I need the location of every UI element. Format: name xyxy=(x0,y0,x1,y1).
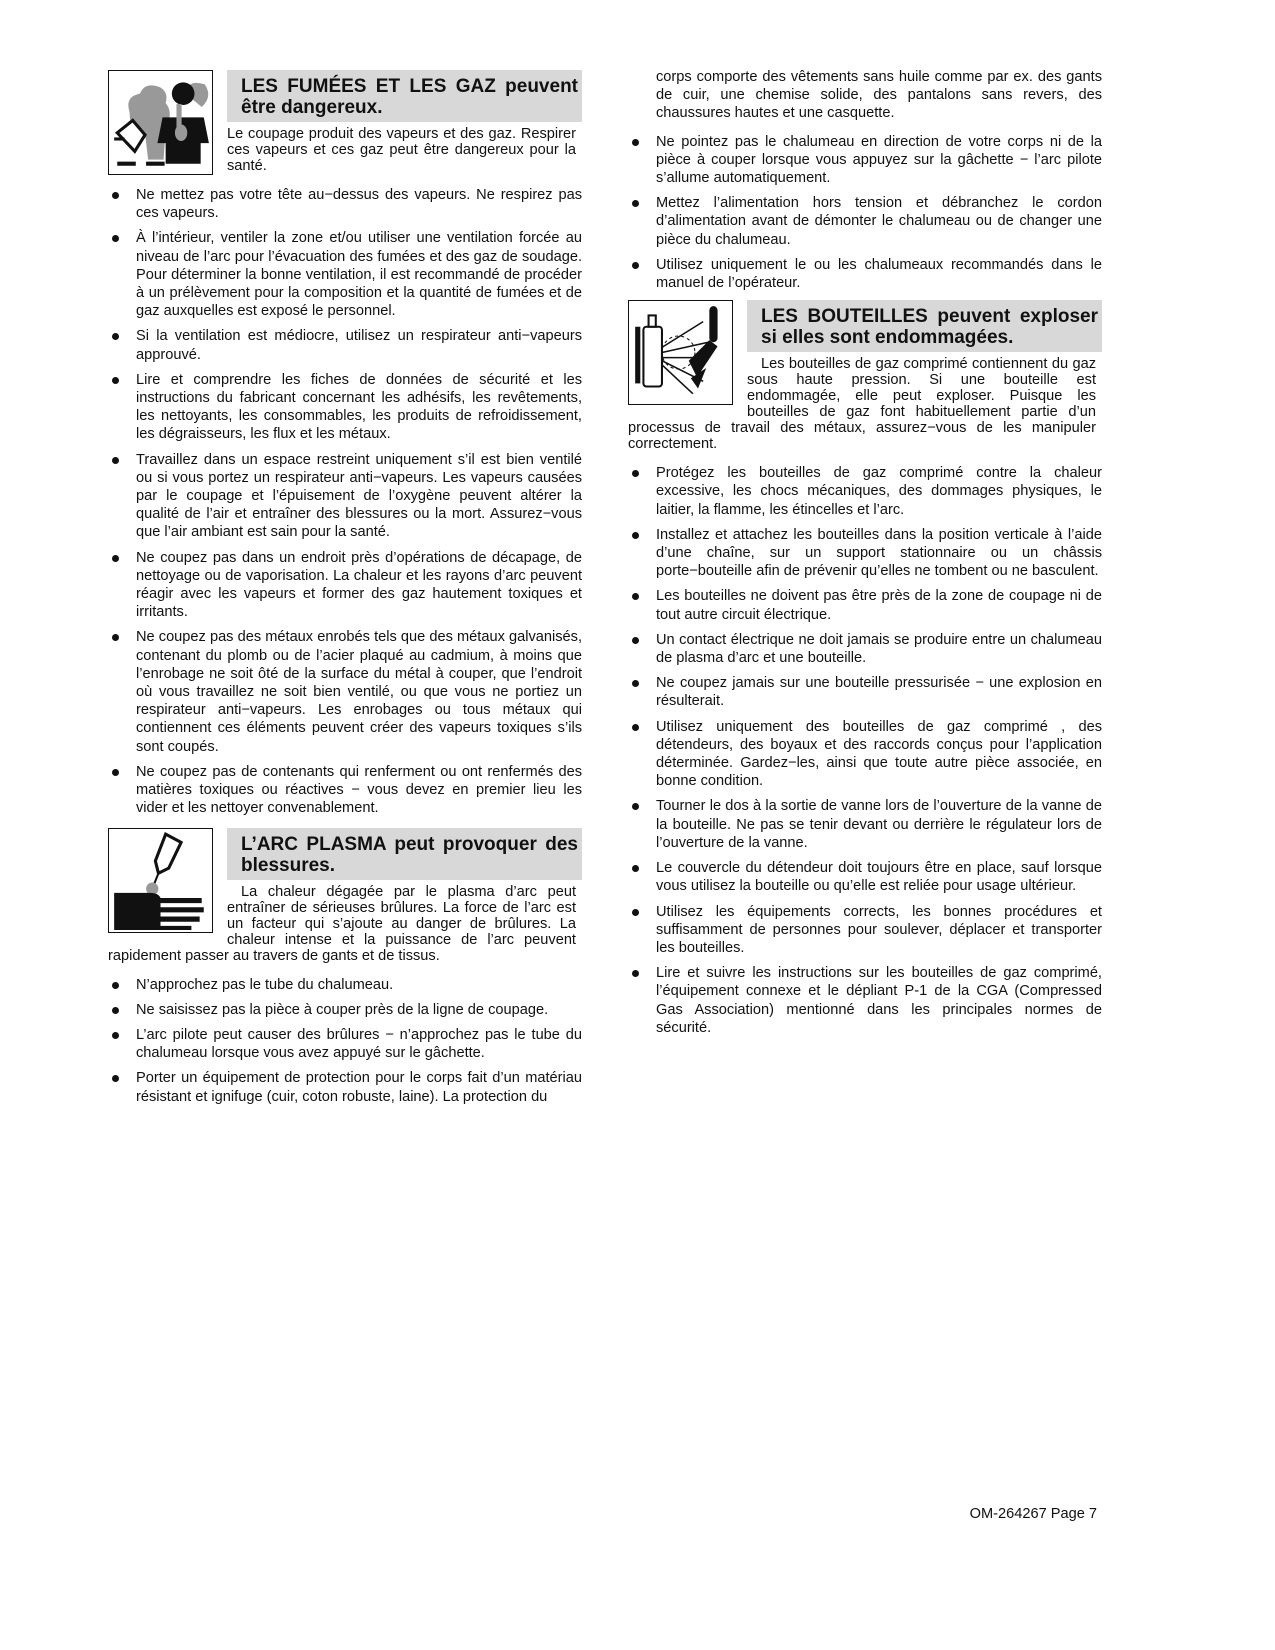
list-item xyxy=(108,1001,582,1019)
list-item-text: Si la ventilation est médiocre, utilisez un respirateur anti−vapeurs approuvé. xyxy=(136,328,582,363)
cylinders-section xyxy=(628,300,1102,1037)
list-item-text: Lire et suivre les instructions sur les bouteilles de gaz comprimé, l’équipement connexe et le dépliant P-1 de la CGA (Compressed Gas Association) mentionné dans les principales normes de sécurité. xyxy=(656,965,1102,1036)
list-item-text: Ne mettez pas votre tête au−dessus des vapeurs. Ne respirez pas ces vapeurs. xyxy=(136,187,582,222)
list-item-text: Travaillez dans un espace restreint uniquement s’il est bien ventilé ou si vous portez un respirateur anti−vapeurs. Les vapeurs causées par le coupage et l’épuisement de l’oxygène peuvent altérer la qualité de l’air et entraîner des blessures ou la mort. Assurez−vous que l’air ambiant est sain pour la santé. xyxy=(136,451,582,541)
list-item-text: Tourner le dos à la sortie de vanne lors de l’ouverture de la vanne de la bouteille. Ne pas se tenir devant ou derrière le régulateur lors de l’ouverture de la vanne. xyxy=(656,798,1102,851)
cylinders-intro-text: Les bouteilles de gaz comprimé contiennent du gaz sous haute pression. Si une bouteille est endommagée, elle peut exploser. Puisque les bouteilles de gaz font habituellement partie d’un processus de travail des métaux, assurez−vous de les manipuler correctement. xyxy=(628,356,1096,453)
list-item-text: Les bouteilles ne doivent pas être près de la zone de coupage ni de tout autre circuit électrique. xyxy=(656,588,1102,623)
page-footer: OM-264267 Page 7 xyxy=(969,1506,1097,1522)
list-item-text: Ne coupez pas dans un endroit près d’opérations de décapage, de nettoyage ou de vaporisation. La chaleur et les rayons d’arc peuvent réagir avec les vapeurs et former des gaz hautement toxiques et irritants. xyxy=(136,549,582,621)
list-item-text: Un contact électrique ne doit jamais se produire entre un chalumeau de plasma d’arc et une bouteille. xyxy=(656,631,1102,667)
bullet-icon xyxy=(632,803,639,810)
bullet-icon xyxy=(632,139,639,146)
bullet-icon xyxy=(112,1007,119,1014)
list-item-text: Ne pointez pas le chalumeau en direction de votre corps ni de la pièce à couper lorsque vous appuyez sur la gâchette − l’arc pilote s’allume automatiquement. xyxy=(656,133,1102,187)
list-item-text: Mettez l’alimentation hors tension et débranchez le cordon d’alimentation avant de démonter le chalumeau ou de changer une pièce du chalumeau. xyxy=(656,195,1102,248)
list-item xyxy=(628,587,1102,623)
fumes-bullets xyxy=(108,186,582,818)
continued-paragraph: corps comporte des vêtements sans huile comme par ex. des gants de cuir, une chemise solide, des pantalons sans revers, des chaussures hautes et une casquette. xyxy=(656,69,1102,122)
bullet-icon xyxy=(112,333,119,340)
list-item xyxy=(628,674,1102,710)
list-item xyxy=(108,1069,582,1105)
list-item xyxy=(628,526,1102,581)
list-item-text: Ne coupez jamais sur une bouteille pressurisée − une explosion en résulterait. xyxy=(656,675,1102,710)
bullet-icon xyxy=(112,457,119,464)
cylinders-heading: LES BOUTEILLES peuvent exploser si elles sont endommagées. xyxy=(747,300,1102,352)
list-item-text: Le couvercle du détendeur doit toujours être en place, sauf lorsque vous utilisez la bouteille ou qu’elle est reliée pour usage ultérieur. xyxy=(656,860,1102,895)
cylinder-explosion-icon xyxy=(628,300,733,405)
fumes-heading: LES FUMÉES ET LES GAZ peuvent être dangereux. xyxy=(227,70,582,122)
list-item-text: Installez et attachez les bouteilles dans la position verticale à l’aide d’une chaîne, sur un support stationnaire ou un châssis porte−bouteille afin de prévenir qu’elles ne tombent ou ne basculent. xyxy=(656,526,1102,580)
bullet-icon xyxy=(112,235,119,242)
bullet-icon xyxy=(112,769,119,776)
fumes-hazard-icon xyxy=(108,70,213,175)
list-item xyxy=(628,859,1102,895)
bullet-icon xyxy=(632,532,639,539)
arc-burn-hazard-icon xyxy=(108,828,213,933)
list-item xyxy=(628,903,1102,958)
bullet-icon xyxy=(632,200,639,207)
bullet-icon xyxy=(112,634,119,641)
list-item xyxy=(108,549,582,622)
list-item-text: Ne coupez pas de contenants qui renferment ou ont renfermés des matières toxiques ou réactives − vous devez en premier lieu les vider et les nettoyer convenablement. xyxy=(136,763,582,817)
list-item-text: Lire et comprendre les fiches de données de sécurité et les instructions du fabricant concernant les adhésifs, les revêtements, les nettoyants, les consommables, les produits de refroidissement, les dégraisseurs, les flux et les métaux. xyxy=(136,371,582,443)
list-item-text: L’arc pilote peut causer des brûlures − n’approchez pas le tube du chalumeau lorsque vous avez appuyé sur le gâchette. xyxy=(136,1026,582,1062)
bullet-icon xyxy=(632,637,639,644)
bullet-icon xyxy=(632,865,639,872)
arc-bullets xyxy=(108,976,582,1106)
list-item-text: Ne saisissez pas la pièce à couper près de la ligne de coupage. xyxy=(136,1001,549,1018)
right-column xyxy=(628,68,1102,1044)
bullet-icon xyxy=(632,724,639,731)
bullet-icon xyxy=(112,1032,119,1039)
list-item xyxy=(628,133,1102,188)
list-item-text: N’approchez pas le tube du chalumeau. xyxy=(136,976,394,993)
list-item xyxy=(108,451,582,542)
list-item-text: À l’intérieur, ventiler la zone et/ou utiliser une ventilation forcée au niveau de l’arc pour l’évacuation des fumées et des gaz de soudage. Pour déterminer la bonne ventilation, il est recommandé de procéder à un prélèvement pour la composition et la quantité de fumées et de gaz auxquelles est exposé le personnel. xyxy=(136,230,582,320)
arc-bullets-continued xyxy=(628,133,1102,293)
arc-heading: L’ARC PLASMA peut provoquer des blessures. xyxy=(227,828,582,880)
bullet-icon xyxy=(632,970,639,977)
list-item-text: Ne coupez pas des métaux enrobés tels que des métaux galvanisés, contenant du plomb ou de l’acier plaqué au cadmium, à moins que l’enrobage ne soit ôté de la surface du métal à couper, que l’endroit où vous travaillez ne soit bien ventilé, ou que vous ne portiez un respirateur anti−vapeurs. Les enrobages ou tous métaux qui contiennent ces éléments peuvent créer des vapeurs toxiques s’ils sont coupés. xyxy=(136,629,582,755)
list-item xyxy=(108,763,582,818)
bullet-icon xyxy=(112,377,119,384)
list-item xyxy=(108,229,582,320)
list-item xyxy=(628,964,1102,1037)
list-item-text: Porter un équipement de protection pour le corps fait d’un matériau résistant et ignifuge (cuir, coton robuste, laine). La protection du xyxy=(136,1070,582,1105)
list-item-text: Utilisez uniquement le ou les chalumeaux recommandés dans le manuel de l’opérateur. xyxy=(656,256,1102,292)
list-item xyxy=(628,194,1102,249)
list-item-text: Protégez les bouteilles de gaz comprimé contre la chaleur excessive, les chocs mécaniques, des dommages physiques, le laitier, la flamme, les étincelles et l’arc. xyxy=(656,465,1102,518)
list-item xyxy=(108,371,582,444)
bullet-icon xyxy=(112,1075,119,1082)
list-item xyxy=(628,256,1102,292)
cylinders-bullets xyxy=(628,464,1102,1037)
bullet-icon xyxy=(112,192,119,199)
list-item-text: Utilisez uniquement des bouteilles de gaz comprimé , des détendeurs, des boyaux et des raccords conçus pour l’application déterminée. Gardez−les, ainsi que toute autre pièce associée, en bonne condition. xyxy=(656,718,1102,790)
list-item xyxy=(628,797,1102,852)
arc-intro-text: La chaleur dégagée par le plasma d’arc peut entraîner de sérieuses brûlures. La force de l’arc est un facteur qui s’ajoute au danger de brûlures. La chaleur intense et la puissance de l’arc peuvent rapidement passer au travers de gants et de tissus. xyxy=(108,883,576,964)
list-item xyxy=(108,976,582,994)
list-item xyxy=(628,464,1102,519)
bullet-icon xyxy=(632,470,639,477)
bullet-icon xyxy=(632,680,639,687)
list-item-text: Utilisez les équipements corrects, les bonnes procédures et suffisamment de personnes pour soulever, déplacer et transporter les bouteilles. xyxy=(656,903,1102,956)
bullet-icon xyxy=(632,593,639,600)
bullet-icon xyxy=(632,909,639,916)
bullet-icon xyxy=(632,262,639,269)
list-item xyxy=(108,327,582,363)
list-item xyxy=(628,631,1102,667)
list-item xyxy=(628,718,1102,791)
list-item xyxy=(108,1026,582,1062)
arc-section xyxy=(108,828,582,1106)
list-item xyxy=(108,186,582,222)
left-column xyxy=(108,70,582,1113)
fumes-intro: Le coupage produit des vapeurs et des gaz. Respirer ces vapeurs et ces gaz peut être dangereux pour la santé. xyxy=(227,126,576,174)
bullet-icon xyxy=(112,982,119,989)
list-item xyxy=(108,628,582,755)
bullet-icon xyxy=(112,555,119,562)
fumes-section xyxy=(108,70,582,818)
